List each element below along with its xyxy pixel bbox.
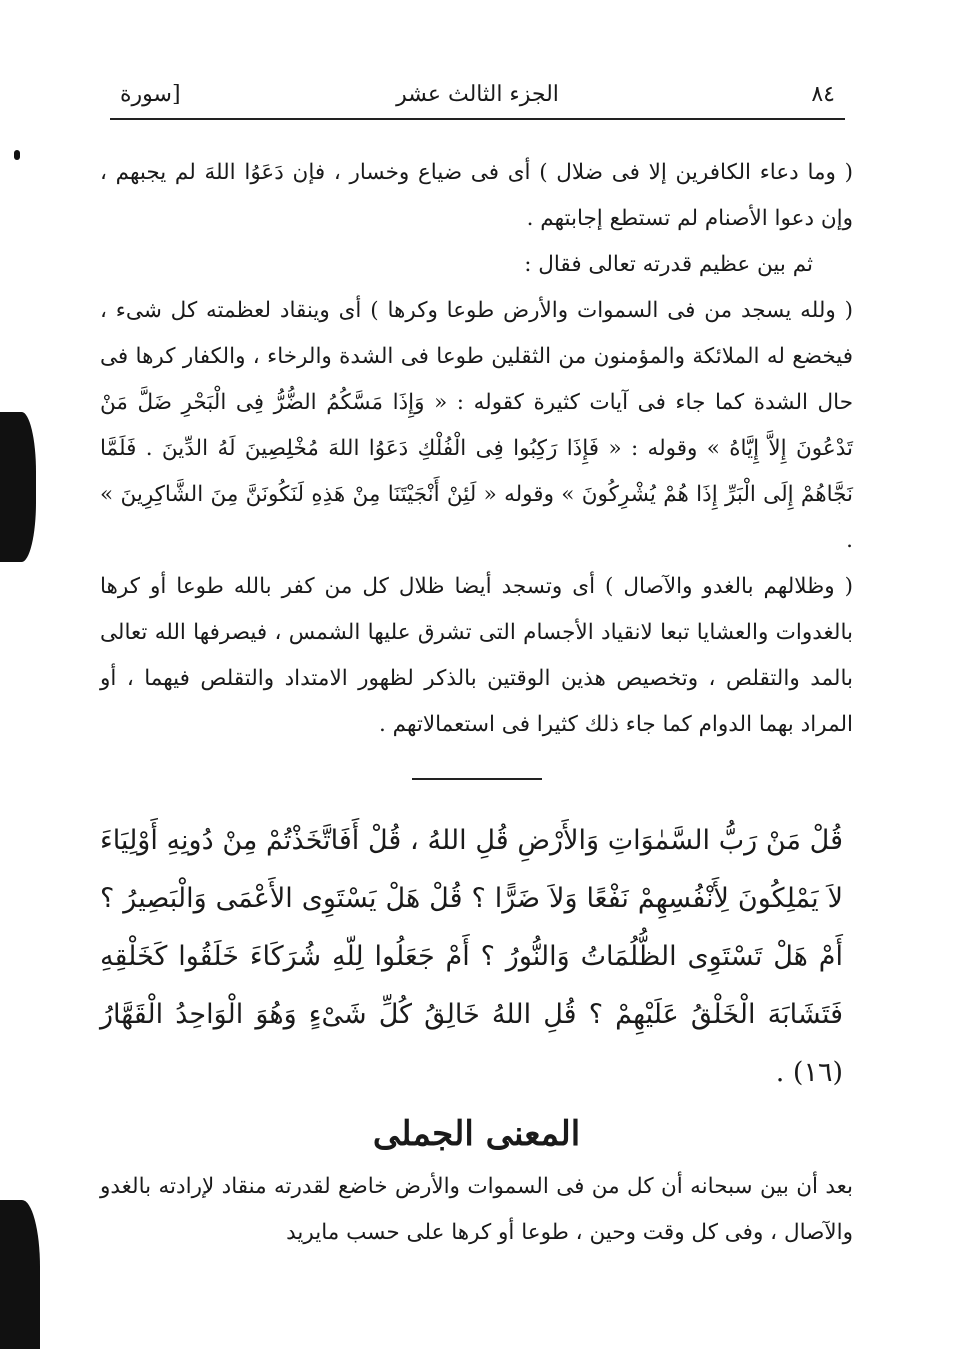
paragraph-4: ( وظلالهم بالغدو والآصال ) أى وتسجد أيضا ظلال كل من كفر بالله طوعا أو كرها بالغدوات والعشايا تبعا لانقياد الأجسام التى تشرق عليها الشمس ، فيصرفها الله تعالى بالمد والتقلص ، وتخصيص هذين الوقتين بالذكر لظهور الامتداد والتقلص فيهما ، أو المراد بهما الدوام كما جاء ذلك كثيرا فى استعمالاتهم . <box>100 574 853 737</box>
scan-speck <box>14 150 20 160</box>
section-divider <box>412 778 542 780</box>
part-title: الجزء الثالث عشر <box>396 82 559 107</box>
closing-paragraph: بعد أن بين سبحانه أن كل من فى السموات والأرض خاضع لقدرته منقاد لإرادته بالغدو والآصال ، وفى كل وقت وحين ، طوعا أو كرها على حسب مايريد <box>100 1174 853 1245</box>
page-body <box>100 150 853 1256</box>
paragraph-2: ثم بين عظيم قدرته تعالى فقال : <box>524 252 813 277</box>
quran-verse: قُلْ مَنْ رَبُّ السَّمٰوَاتِ وَالأَرْضِ قُلِ اللهُ ، قُلْ أَفَاتَّخَذْتُمْ مِنْ دُونِهِ أَوْلِيَاءَ لاَ يَمْلِكُونَ لِأَنْفُسِهِمْ نَفْعًا وَلاَ ضَرًّا ؟ قُلْ هَلْ يَسْتَوِى الأَعْمَى وَالْبَصِيرُ ؟ أَمْ هَلْ تَسْتَوِى الظُّلُمَاتُ وَالنُّورُ ؟ أَمْ جَعَلُوا لِلّهِ شُرَكَاءَ خَلَقُوا كَخَلْقِهِ فَتَشَابَهَ الْخَلْقُ عَلَيْهِمْ ؟ قُلِ اللهُ خَالِقُ كُلِّ شَىْءٍ وَهُوَ الْوَاحِدُ الْقَهَّارُ (١٦) . <box>100 825 843 1088</box>
paragraph-1: ( وما دعاء الكافرين إلا فى ضلال ) أى فى ضياع وخسار ، فإن دَعَوُا اللهَ لم يجبهم ، وإن دعوا الأصنام لم تستطع إجابتهم . <box>100 160 853 231</box>
page-header <box>110 78 845 120</box>
scan-edge-mark-1 <box>0 412 36 562</box>
section-title: المعنى الجملى <box>372 1114 581 1154</box>
paragraph-3: ( ولله يسجد من فى السموات والأرض طوعا وكرها ) أى وينقاد لعظمته كل شىء ، فيخضع له الملائكة والمؤمنون من الثقلين طوعا فى الشدة والرخاء ، والكفار كرها فى حال الشدة كما جاء فى آيات كثيرة كقوله : « وَإِذَا مَسَّكُمُ الضُّرُّ فِى الْبَحْرِ ضَلَّ مَنْ تَدْعُونَ إِلاَّ إِيَّاهُ » وقوله : « فَإِذَا رَكِبُوا فِى الْفُلْكِ دَعَوُا اللهَ مُخْلِصِينَ لَهُ الدِّينَ . فَلَمَّا نَجَّاهُمْ إِلَى الْبَرِّ إِذَا هُمْ يُشْرِكُونَ » وقوله « لَئِنْ أَنْجَيْتَنَا مِنْ هَذِهِ لَنَكُونَنَّ مِنَ الشَّاكِرِينَ » . <box>100 298 853 553</box>
scan-edge-mark-2 <box>0 1200 40 1349</box>
page-number: ٨٤ <box>811 82 835 107</box>
surah-label: [سورة <box>120 82 181 107</box>
